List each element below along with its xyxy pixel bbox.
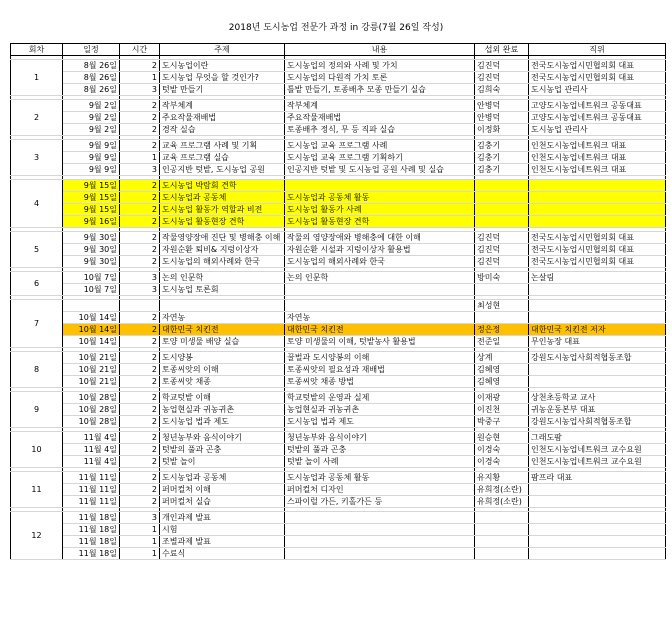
- cell-contact: 김진덕: [475, 72, 529, 84]
- cell-date: 9월 2일: [63, 100, 120, 112]
- cell-content: 작물의 영양장애와 병해충에 대한 이해: [285, 232, 475, 244]
- cell-title: 전국도시농업시민협의회 대표: [529, 72, 666, 84]
- cell-topic: 도시농업이란: [160, 60, 285, 72]
- cell-content: 청년농부와 음식이야기: [285, 432, 475, 444]
- cell-topic: 텃밭의 풀과 곤충: [160, 444, 285, 456]
- cell-topic: 도시양봉: [160, 352, 285, 364]
- cell-topic: 토종씨앗의 이해: [160, 364, 285, 376]
- cell-topic: 토양 미생물 배양 실습: [160, 336, 285, 348]
- session-number: 8: [11, 352, 63, 388]
- cell-date: 10월 21일: [63, 364, 120, 376]
- cell-content: 텃밭 놀이 사례: [285, 456, 475, 468]
- cell-topic: 자원순환 퇴비& 지렁이상자: [160, 244, 285, 256]
- table-row: [11, 444, 666, 456]
- cell-date: 10월 28일: [63, 392, 120, 404]
- cell-content: 도시농업 법과 제도: [285, 416, 475, 428]
- cell-topic: 교육 프로그램 사례 및 기획: [160, 140, 285, 152]
- table-row: [11, 164, 666, 176]
- header-cell: 섭외 완료: [475, 44, 529, 56]
- cell-title: 도시농업 관리사: [529, 124, 666, 136]
- cell-title: 대한민국 치킨전 저자: [529, 324, 666, 336]
- cell-topic: 작부체계: [160, 100, 285, 112]
- cell-date: 8월 26일: [63, 84, 120, 96]
- cell-contact: 김진덕: [475, 60, 529, 72]
- cell-topic: 시험: [160, 524, 285, 536]
- cell-topic: 도시농업 법과 제도: [160, 416, 285, 428]
- cell-contact: 김충기: [475, 164, 529, 176]
- cell-title: [529, 376, 666, 388]
- table-row: [11, 72, 666, 84]
- cell-title: [529, 312, 666, 324]
- cell-contact: 김충기: [475, 140, 529, 152]
- cell-content: 꿀벌과 도시양봉의 이해: [285, 352, 475, 364]
- cell-hours: 3: [120, 512, 160, 524]
- cell-hours: 2: [120, 140, 160, 152]
- cell-hours: 2: [120, 472, 160, 484]
- cell-content: 자원순환 시설과 지렁이상자 활용법: [285, 244, 475, 256]
- table-row: [11, 392, 666, 404]
- cell-contact: 이진천: [475, 404, 529, 416]
- cell-contact: 이경숙: [475, 444, 529, 456]
- cell-date: 10월 14일: [63, 324, 120, 336]
- table-row: [11, 244, 666, 256]
- cell-topic: 학교텃밭 이해: [160, 392, 285, 404]
- cell-title: 논살림: [529, 272, 666, 284]
- cell-topic: 작물영양장애 진단 및 병해충 이해: [160, 232, 285, 244]
- cell-hours: 2: [120, 312, 160, 324]
- cell-content: [285, 548, 475, 560]
- session-number: 7: [11, 300, 63, 348]
- cell-title: 인천도시농업네트워크 대표: [529, 140, 666, 152]
- table-row: [11, 496, 666, 508]
- table-row: [11, 352, 666, 364]
- table-row: [11, 524, 666, 536]
- cell-contact: [475, 204, 529, 216]
- cell-contact: 김희숙: [475, 84, 529, 96]
- cell-hours: 2: [120, 192, 160, 204]
- header-cell: 내용: [285, 44, 475, 56]
- cell-contact: 이정화: [475, 124, 529, 136]
- cell-date: 9월 30일: [63, 232, 120, 244]
- cell-title: [529, 300, 666, 312]
- header-cell: 회차: [11, 44, 63, 56]
- cell-date: 10월 21일: [63, 352, 120, 364]
- cell-contact: [475, 512, 529, 524]
- cell-title: 상천초등학교 교사: [529, 392, 666, 404]
- cell-contact: 안병덕: [475, 112, 529, 124]
- cell-content: [285, 536, 475, 548]
- session-number: 2: [11, 100, 63, 136]
- cell-content: 스파이럴 가든, 키홀가든 등: [285, 496, 475, 508]
- table-row: [11, 536, 666, 548]
- cell-title: 인천도시농업네트워크 교수요원: [529, 444, 666, 456]
- table-row: [11, 216, 666, 228]
- session-number: 6: [11, 272, 63, 296]
- cell-contact: 유희정(소란): [475, 496, 529, 508]
- cell-title: [529, 484, 666, 496]
- cell-content: 자연농: [285, 312, 475, 324]
- cell-title: [529, 536, 666, 548]
- table-row: [11, 124, 666, 136]
- cell-contact: 전준일: [475, 336, 529, 348]
- cell-topic: 도시농업과 공동체: [160, 192, 285, 204]
- cell-content: 학교텃밭의 운영과 실제: [285, 392, 475, 404]
- session-number: 5: [11, 232, 63, 268]
- cell-title: [529, 364, 666, 376]
- cell-title: 인천도시농업네트워크 대표: [529, 164, 666, 176]
- cell-content: 틀밭 만들기, 토종배추 모종 만들기 실습: [285, 84, 475, 96]
- cell-date: 10월 7일: [63, 272, 120, 284]
- table-row: [11, 272, 666, 284]
- cell-date: 10월 28일: [63, 416, 120, 428]
- cell-topic: 개인과제 발표: [160, 512, 285, 524]
- session-number: 11: [11, 472, 63, 508]
- cell-hours: 2: [120, 392, 160, 404]
- cell-topic: 도시농업과 공동체: [160, 472, 285, 484]
- cell-contact: 김진덕: [475, 256, 529, 268]
- cell-content: 논의 인문학: [285, 272, 475, 284]
- cell-hours: 2: [120, 244, 160, 256]
- table-row: [11, 324, 666, 336]
- cell-content: [285, 300, 475, 312]
- cell-title: [529, 496, 666, 508]
- cell-hours: 2: [120, 204, 160, 216]
- cell-title: [529, 216, 666, 228]
- cell-content: 도시농업 활동현장 견학: [285, 216, 475, 228]
- page-title: 2018년 도시농업 전문가 과정 in 강릉(7월 26일 작성): [228, 23, 444, 33]
- cell-title: [529, 524, 666, 536]
- cell-topic: 자연농: [160, 312, 285, 324]
- table-row: [11, 456, 666, 468]
- session-number: 12: [11, 512, 63, 560]
- cell-date: 11월 11일: [63, 496, 120, 508]
- header-cell: 일정: [63, 44, 120, 56]
- cell-title: 전국도시농업시민협의회 대표: [529, 232, 666, 244]
- cell-hours: 3: [120, 272, 160, 284]
- cell-date: 9월 15일: [63, 180, 120, 192]
- cell-topic: 도시농업의 해외사례와 한국: [160, 256, 285, 268]
- cell-content: [285, 180, 475, 192]
- header-row: [11, 44, 666, 56]
- cell-content: 인공지반 텃밭 및 도시농업 공원 사례 및 실습: [285, 164, 475, 176]
- cell-title: 인천도시농업네트워크 교수요원: [529, 456, 666, 468]
- cell-content: 도시농업의 다원적 가치 토론: [285, 72, 475, 84]
- cell-contact: [475, 284, 529, 296]
- cell-content: 도시농업 활동가 사례: [285, 204, 475, 216]
- cell-date: 8월 26일: [63, 72, 120, 84]
- cell-date: 11월 18일: [63, 512, 120, 524]
- cell-hours: 2: [120, 484, 160, 496]
- cell-contact: 김충기: [475, 152, 529, 164]
- table-row: [11, 256, 666, 268]
- table-row: [11, 416, 666, 428]
- cell-title: 고양도시농업네트워크 공동대표: [529, 100, 666, 112]
- cell-date: 9월 15일: [63, 204, 120, 216]
- table-row: [11, 512, 666, 524]
- cell-topic: 퍼머컬처 이해: [160, 484, 285, 496]
- cell-title: [529, 204, 666, 216]
- table-row: [11, 140, 666, 152]
- cell-contact: 최성현: [475, 300, 529, 312]
- cell-contact: 이경숙: [475, 456, 529, 468]
- session-number: 1: [11, 60, 63, 96]
- cell-hours: 2: [120, 364, 160, 376]
- cell-hours: 2: [120, 324, 160, 336]
- cell-date: 9월 30일: [63, 244, 120, 256]
- cell-date: 11월 4일: [63, 456, 120, 468]
- cell-topic: 경작 실습: [160, 124, 285, 136]
- cell-contact: 박중구: [475, 416, 529, 428]
- cell-date: 11월 4일: [63, 432, 120, 444]
- cell-hours: 2: [120, 416, 160, 428]
- cell-hours: 3: [120, 84, 160, 96]
- cell-contact: 김혜영: [475, 376, 529, 388]
- cell-hours: 3: [120, 164, 160, 176]
- cell-title: [529, 284, 666, 296]
- table-row: [11, 112, 666, 124]
- cell-hours: 2: [120, 456, 160, 468]
- cell-contact: 원승현: [475, 432, 529, 444]
- table-row: [11, 84, 666, 96]
- cell-title: 강원도시농업사회적협동조합: [529, 352, 666, 364]
- table-row: [11, 180, 666, 192]
- cell-hours: 3: [120, 284, 160, 296]
- session-number: 10: [11, 432, 63, 468]
- cell-hours: 1: [120, 152, 160, 164]
- schedule-body: [11, 56, 666, 560]
- cell-topic: 도시농업 활동현장 견학: [160, 216, 285, 228]
- cell-topic: 대한민국 치킨전: [160, 324, 285, 336]
- cell-title: 그래도팜: [529, 432, 666, 444]
- cell-hours: 2: [120, 60, 160, 72]
- header-cell: 시간: [120, 44, 160, 56]
- table-row: [11, 232, 666, 244]
- cell-hours: 2: [120, 444, 160, 456]
- cell-hours: 2: [120, 256, 160, 268]
- cell-hours: 2: [120, 336, 160, 348]
- table-row: [11, 152, 666, 164]
- cell-contact: 김혜영: [475, 364, 529, 376]
- cell-topic: 도시농업 활동가 역할과 비전: [160, 204, 285, 216]
- table-row: [11, 300, 666, 312]
- cell-hours: 2: [120, 352, 160, 364]
- cell-title: 강원도시농업사회적협동조합: [529, 416, 666, 428]
- cell-topic: 교육 프로그램 실습: [160, 152, 285, 164]
- cell-date: 9월 9일: [63, 140, 120, 152]
- cell-hours: 2: [120, 112, 160, 124]
- cell-content: 도시농업의 정의와 사례 및 가치: [285, 60, 475, 72]
- cell-date: 10월 28일: [63, 404, 120, 416]
- cell-contact: 상계: [475, 352, 529, 364]
- cell-hours: [120, 300, 160, 312]
- cell-content: [285, 512, 475, 524]
- cell-topic: 도시농업 토론회: [160, 284, 285, 296]
- cell-title: [529, 512, 666, 524]
- header-cell: 직위: [529, 44, 666, 56]
- cell-title: 팜프라 대표: [529, 472, 666, 484]
- cell-topic: 인공지반 텃밭, 도시농업 공원: [160, 164, 285, 176]
- cell-date: 11월 11일: [63, 484, 120, 496]
- cell-title: [529, 192, 666, 204]
- cell-topic: 퍼머컬처 실습: [160, 496, 285, 508]
- cell-content: 도시농업 교육 프로그램 기획하기: [285, 152, 475, 164]
- cell-contact: [475, 192, 529, 204]
- table-row: [11, 432, 666, 444]
- cell-topic: 도시농업 박람회 견학: [160, 180, 285, 192]
- header-cell: 주제: [160, 44, 285, 56]
- cell-title: 고양도시농업네트워크 공동대표: [529, 112, 666, 124]
- cell-hours: 2: [120, 100, 160, 112]
- cell-hours: 1: [120, 72, 160, 84]
- cell-topic: 수료식: [160, 548, 285, 560]
- cell-title: [529, 548, 666, 560]
- cell-title: [529, 180, 666, 192]
- cell-date: 10월 21일: [63, 376, 120, 388]
- table-row: [11, 472, 666, 484]
- cell-hours: 2: [120, 376, 160, 388]
- table-row: [11, 204, 666, 216]
- cell-hours: 2: [120, 180, 160, 192]
- cell-topic: 도시농업 무엇을 할 것인가?: [160, 72, 285, 84]
- cell-content: 작부체계: [285, 100, 475, 112]
- cell-date: 11월 18일: [63, 524, 120, 536]
- cell-date: 10월 14일: [63, 336, 120, 348]
- table-row: [11, 192, 666, 204]
- cell-date: 9월 9일: [63, 152, 120, 164]
- cell-title: 전국도시농업시민협의회 대표: [529, 244, 666, 256]
- table-row: [11, 548, 666, 560]
- cell-title: 전국도시농업시민협의회 대표: [529, 60, 666, 72]
- cell-title: 전국도시농업시민협의회 대표: [529, 256, 666, 268]
- cell-content: [285, 524, 475, 536]
- cell-topic: 논의 인문학: [160, 272, 285, 284]
- cell-hours: 2: [120, 216, 160, 228]
- cell-contact: 안병덕: [475, 100, 529, 112]
- cell-date: 9월 9일: [63, 164, 120, 176]
- cell-contact: [475, 216, 529, 228]
- session-number: 4: [11, 180, 63, 228]
- cell-content: 대한민국 치킨전: [285, 324, 475, 336]
- cell-hours: 2: [120, 496, 160, 508]
- cell-hours: 1: [120, 548, 160, 560]
- cell-contact: 김진덕: [475, 232, 529, 244]
- cell-title: 도시농업 관리사: [529, 84, 666, 96]
- table-row: [11, 484, 666, 496]
- cell-date: 9월 16일: [63, 216, 120, 228]
- cell-title: 무인농장 대표: [529, 336, 666, 348]
- cell-contact: 이재광: [475, 392, 529, 404]
- table-row: [11, 284, 666, 296]
- cell-hours: 1: [120, 524, 160, 536]
- cell-content: 퍼머컬처 디자인: [285, 484, 475, 496]
- cell-contact: 김진덕: [475, 244, 529, 256]
- cell-contact: 유지황: [475, 472, 529, 484]
- cell-date: 11월 4일: [63, 444, 120, 456]
- cell-hours: 2: [120, 432, 160, 444]
- cell-title: 인천도시농업네트워크 대표: [529, 152, 666, 164]
- session-number: 9: [11, 392, 63, 428]
- table-row: [11, 336, 666, 348]
- table-row: [11, 60, 666, 72]
- cell-contact: 방미숙: [475, 272, 529, 284]
- schedule-table: [10, 43, 666, 560]
- cell-date: 9월 2일: [63, 124, 120, 136]
- cell-hours: 2: [120, 404, 160, 416]
- cell-contact: [475, 312, 529, 324]
- cell-topic: 텃밭 만들기: [160, 84, 285, 96]
- cell-content: 토종배추 정식, 무 등 직파 실습: [285, 124, 475, 136]
- cell-date: 9월 2일: [63, 112, 120, 124]
- cell-content: 토종씨앗의 필요성과 재배법: [285, 364, 475, 376]
- cell-date: 9월 30일: [63, 256, 120, 268]
- cell-date: 9월 15일: [63, 192, 120, 204]
- cell-date: 11월 18일: [63, 536, 120, 548]
- table-row: [11, 404, 666, 416]
- cell-date: 10월 7일: [63, 284, 120, 296]
- cell-topic: [160, 300, 285, 312]
- table-row: [11, 376, 666, 388]
- cell-hours: 2: [120, 124, 160, 136]
- cell-content: 토종씨앗 채종 방법: [285, 376, 475, 388]
- table-row: [11, 364, 666, 376]
- cell-topic: 청년농부와 음식이야기: [160, 432, 285, 444]
- cell-content: [285, 284, 475, 296]
- cell-topic: 농업현실과 귀농귀촌: [160, 404, 285, 416]
- table-row: [11, 312, 666, 324]
- cell-date: 8월 26일: [63, 60, 120, 72]
- cell-contact: 정은정: [475, 324, 529, 336]
- cell-content: 도시농업 교육 프로그램 사례: [285, 140, 475, 152]
- table-row: [11, 100, 666, 112]
- cell-content: 도시농업과 공동체 활동: [285, 192, 475, 204]
- cell-contact: [475, 536, 529, 548]
- cell-contact: [475, 548, 529, 560]
- cell-title: 귀농운동본부 대표: [529, 404, 666, 416]
- cell-contact: [475, 524, 529, 536]
- cell-content: 도시농업과 공동체 활동: [285, 472, 475, 484]
- cell-content: 주요작물재배법: [285, 112, 475, 124]
- cell-content: 토양 미생물의 이해, 텃밭농사 활용법: [285, 336, 475, 348]
- cell-topic: 텃밭 놀이: [160, 456, 285, 468]
- cell-date: 10월 14일: [63, 312, 120, 324]
- cell-content: 도시농업의 해외사례와 한국: [285, 256, 475, 268]
- cell-date: [63, 300, 120, 312]
- cell-topic: 토종씨앗 채종: [160, 376, 285, 388]
- cell-date: 11월 18일: [63, 548, 120, 560]
- cell-hours: 1: [120, 536, 160, 548]
- cell-contact: [475, 180, 529, 192]
- cell-date: 11월 11일: [63, 472, 120, 484]
- session-number: 3: [11, 140, 63, 176]
- cell-topic: 조별과제 발표: [160, 536, 285, 548]
- cell-content: 텃밭의 풀과 곤충: [285, 444, 475, 456]
- cell-contact: 유희정(소란): [475, 484, 529, 496]
- cell-content: 농업현실과 귀농귀촌: [285, 404, 475, 416]
- cell-topic: 주요작물재배법: [160, 112, 285, 124]
- cell-hours: 2: [120, 232, 160, 244]
